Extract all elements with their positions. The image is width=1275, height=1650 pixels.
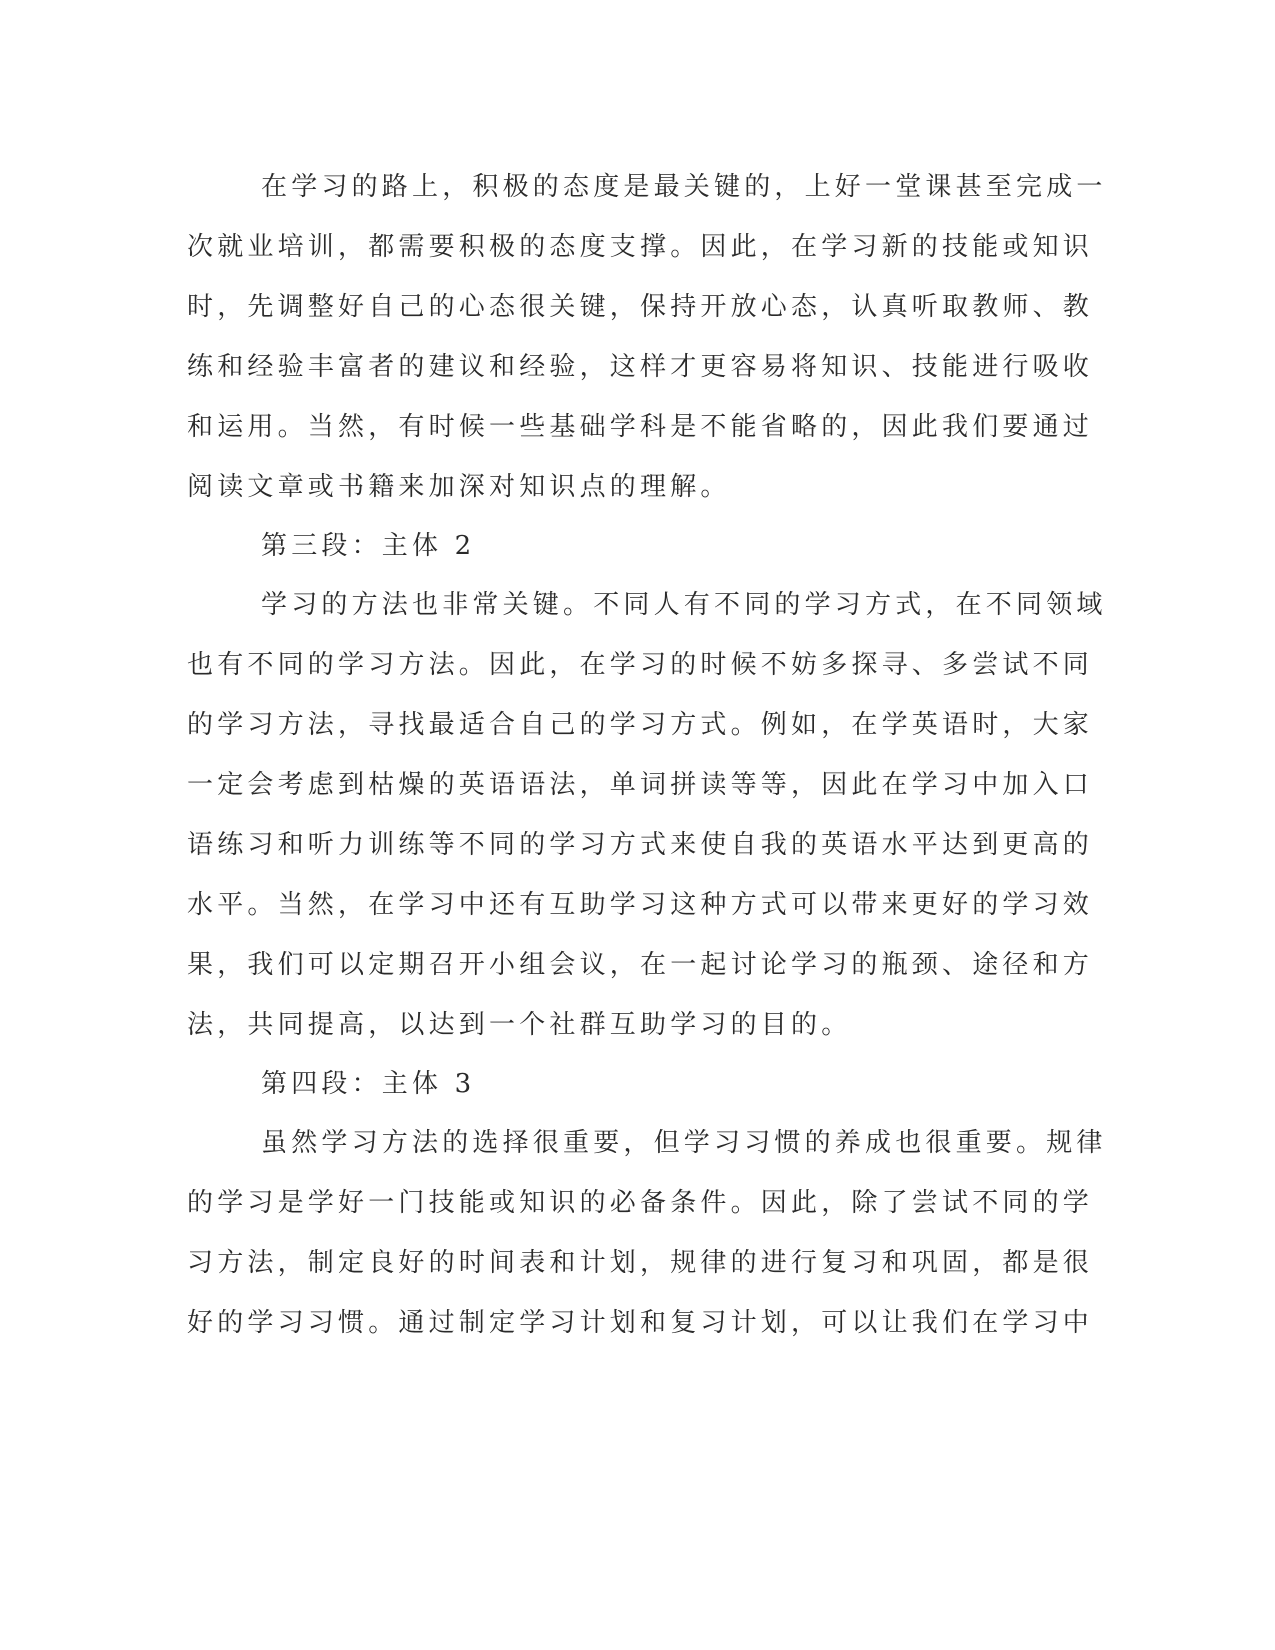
paragraph-attitude xyxy=(187,157,1107,517)
paragraph-line: 水平。当然，在学习中还有互助学习这种方式可以带来更好的学习效 xyxy=(187,890,1094,920)
paragraph-line: 的学习是学好一门技能或知识的必备条件。因此，除了尝试不同的学 xyxy=(187,1188,1094,1218)
paragraph-line: 果，我们可以定期召开小组会议，在一起讨论学习的瓶颈、途径和方 xyxy=(187,950,1094,980)
paragraph-line: 法，共同提高，以达到一个社群互助学习的目的。 xyxy=(187,1010,852,1040)
paragraph-line: 的学习方法，寻找最适合自己的学习方式。例如，在学英语时，大家 xyxy=(187,710,1094,740)
paragraph-line: 语练习和听力训练等不同的学习方式来使自我的英语水平达到更高的 xyxy=(187,830,1094,860)
section-heading-body-2: 第三段：主体 2 xyxy=(261,531,476,561)
paragraph-line: 虽然学习方法的选择很重要，但学习习惯的养成也很重要。规律 xyxy=(261,1128,1107,1158)
paragraph-line: 一定会考虑到枯燥的英语语法，单词拼读等等，因此在学习中加入口 xyxy=(187,770,1094,800)
section-heading-body-3: 第四段：主体 3 xyxy=(261,1069,476,1099)
paragraph-line: 时，先调整好自己的心态很关键，保持开放心态，认真听取教师、教 xyxy=(187,292,1094,322)
paragraph-line: 也有不同的学习方法。因此，在学习的时候不妨多探寻、多尝试不同 xyxy=(187,650,1094,680)
paragraph-line: 阅读文章或书籍来加深对知识点的理解。 xyxy=(187,472,731,502)
paragraph-habits xyxy=(187,1113,1107,1353)
document-body xyxy=(187,157,1107,1353)
paragraph-line: 学习的方法也非常关键。不同人有不同的学习方式，在不同领域 xyxy=(261,590,1107,620)
paragraph-line: 在学习的路上，积极的态度是最关键的，上好一堂课甚至完成一 xyxy=(261,172,1107,202)
paragraph-line: 练和经验丰富者的建议和经验，这样才更容易将知识、技能进行吸收 xyxy=(187,352,1094,382)
paragraph-line: 次就业培训，都需要积极的态度支撑。因此，在学习新的技能或知识 xyxy=(187,232,1094,262)
paragraph-line: 和运用。当然，有时候一些基础学科是不能省略的，因此我们要通过 xyxy=(187,412,1094,442)
paragraph-line: 好的学习习惯。通过制定学习计划和复习计划，可以让我们在学习中 xyxy=(187,1308,1094,1338)
paragraph-line: 习方法，制定良好的时间表和计划，规律的进行复习和巩固，都是很 xyxy=(187,1248,1094,1278)
paragraph-methods xyxy=(187,575,1107,1055)
